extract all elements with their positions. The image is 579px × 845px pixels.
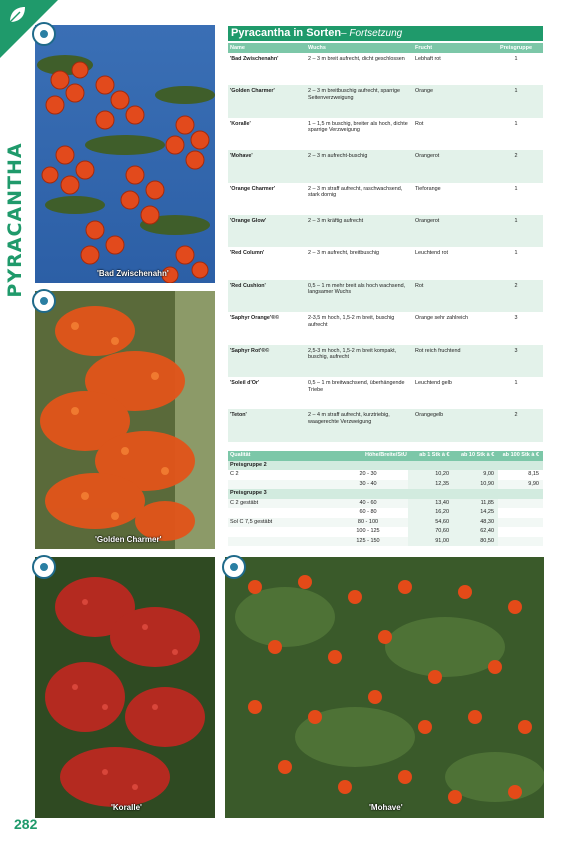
caption-koralle: 'Koralle' [111,803,142,812]
table-row [228,409,543,441]
price-row [228,508,543,518]
variety-growth: 1 – 1,5 m buschig, breiter als hoch, dichte sparrige Verzweigung [308,120,408,134]
variety-name: 'Teton' [230,412,247,419]
variety-fruit: Tieforange [415,185,441,192]
price-from-1: 16,20 [408,508,453,518]
table-row [228,345,543,377]
variety-growth: 2-3,5 m hoch, 1,5-2 m breit, buschig aufrecht [308,315,395,328]
varieties-table [228,43,543,442]
price-from-10: 62,40 [453,527,498,537]
section-title: Pyracantha in Sorten [231,27,342,39]
price-row [228,499,543,509]
caption-mohave: 'Mohave' [369,803,403,812]
price-size: 125 - 150 [356,537,380,544]
side-title: PYRACANTHA [4,142,26,298]
col-growth: Wuchs [308,45,326,51]
price-size: 30 - 40 [359,480,377,487]
price-from-100 [498,527,543,537]
variety-price-group: 3 [514,347,518,354]
table-row [228,183,543,215]
variety-name: 'Golden Charmer' [230,88,275,95]
photo-bad-zwischenahn [35,25,215,283]
price-from-100: 8,15 [528,471,539,477]
variety-price-group: 3 [514,315,518,322]
price-row [228,470,543,480]
price-from-100 [498,499,543,509]
caption-bad-zwischenahn: 'Bad Zwischenahn' [97,269,169,278]
photo-koralle [35,557,215,818]
variety-price-group: 2 [514,412,518,419]
quality-seal-icon [32,555,56,579]
variety-growth: 2 – 3 m kräftig aufrecht [308,217,364,224]
table-row [228,85,543,117]
table-row [228,118,543,150]
variety-fruit: Orange [415,88,433,95]
price-table [228,451,543,546]
variety-growth: 2 – 3 m breit aufrecht, dicht geschlossen [308,56,405,62]
price-from-10: 14,25 [453,508,498,518]
table-row [228,53,543,85]
price-size: 60 - 80 [359,509,377,515]
variety-price-group: 1 [514,379,518,386]
price-quality: C 2 [230,471,239,477]
quality-seal-icon [32,22,56,46]
price-group-row [228,489,543,499]
variety-price-group: 1 [514,120,518,127]
variety-growth: 0,5 – 1 m mehr breit als hoch wachsend, langsamer Wuchs [308,282,406,296]
section-subtitle: – Fortsetzung [341,28,403,39]
table-row [228,215,543,247]
variety-growth: 2 – 3 m breitbuschig aufrecht, sparrige Seitenverzweigung [308,88,400,101]
variety-name: 'Mohave' [230,153,253,160]
variety-fruit: Leuchtend rot [415,250,448,257]
variety-price-group: 1 [514,185,518,192]
quality-seal-icon [32,289,56,313]
price-from-100 [498,518,543,528]
price-row [228,537,543,547]
price-from-1: 91,00 [408,537,453,547]
variety-name: 'Orange Charmer' [230,185,276,192]
price-from-1: 13,40 [408,499,453,509]
price-from-1: 70,60 [408,527,453,537]
variety-fruit: Orangerot [415,153,440,160]
price-from-10: 9,00 [453,470,498,480]
price-from-10: 80,50 [453,537,498,547]
price-size: 40 - 60 [359,499,377,506]
price-from-1: 10,20 [408,470,453,480]
price-table-header [228,451,543,461]
variety-name: 'Saphyr Orange'®© [230,315,280,322]
variety-price-group: 1 [514,217,518,224]
price-from-100 [498,508,543,518]
price-from-10: 48,30 [453,518,498,528]
variety-fruit: Rot [415,282,424,289]
table-row [228,150,543,182]
variety-fruit: Rot [415,120,424,127]
variety-price-group: 1 [514,56,518,62]
col-size: Höhe/Breite/StU [364,452,407,458]
variety-growth: 2 – 4 m straff aufrecht, kurztriebig, waagerechte Verzweigung [308,412,390,425]
variety-growth: 2 – 3 m straff aufrecht, raschwachsend, stark dornig [308,185,403,199]
price-quality [228,537,328,547]
price-row [228,480,543,490]
col-fruit: Frucht [415,45,433,51]
photo-mohave [225,557,544,818]
price-size: 100 - 125 [356,528,380,534]
variety-price-group: 2 [514,282,518,289]
price-from-10: 11,85 [453,499,498,509]
variety-name: 'Soleil d'Or' [230,379,260,386]
price-row [228,518,543,528]
variety-price-group: 2 [514,153,518,160]
variety-fruit: Orange sehr zahlreich [415,315,469,322]
table-row [228,377,543,409]
price-size: 80 - 100 [357,518,379,525]
price-group-label: Preisgruppe 2 [230,461,267,468]
variety-growth: 0,5 – 1 m breitwachsend, überhängende Triebe [308,379,405,393]
variety-fruit: Lebhaft rot [415,56,441,62]
price-from-100: 9,90 [528,480,539,487]
variety-name: 'Bad Zwischenahn' [230,56,279,62]
price-from-1: 54,60 [408,518,453,528]
variety-growth: 2,5-3 m hoch, 1,5-2 m breit kompakt, buschig, aufrecht [308,347,397,361]
variety-price-group: 1 [514,250,518,257]
variety-fruit: Rot reich fruchtend [415,347,461,354]
price-quality [228,527,328,537]
variety-name: 'Orange Glow' [230,217,267,224]
price-row [228,527,543,537]
col-price-group: Preisgruppe [499,45,533,51]
price-group-label: Preisgruppe 3 [230,490,267,496]
price-quality [228,508,328,518]
variety-name: 'Red Column' [230,250,265,257]
table-row [228,312,543,344]
price-from-1: 12,35 [408,480,453,490]
price-group-row [228,461,543,471]
col-price-1: ab 1 Stk à € [419,452,450,458]
col-quality: Qualität [230,452,251,458]
col-price-10: ab 10 Stk à € [460,452,495,458]
variety-fruit: Orangegelb [415,412,444,419]
variety-growth: 2 – 3 m aufrecht, breitbuschig [308,250,380,257]
variety-fruit: Orangerot [415,217,440,224]
variety-name: 'Red Cushion' [230,282,266,289]
variety-growth: 2 – 3 m aufrecht-buschig [308,153,368,160]
price-from-100 [498,537,543,547]
variety-name: 'Saphyr Rot'®© [230,347,270,354]
variety-name: 'Koralle' [230,120,251,127]
variety-fruit: Leuchtend gelb [415,379,452,386]
price-size: 20 - 30 [359,471,377,477]
price-quality: Sol C 7,5 gestäbt [230,518,273,525]
quality-seal-icon [222,555,246,579]
price-from-10: 10,90 [453,480,498,490]
varieties-table-header [228,43,543,53]
col-price-100: ab 100 Stk à € [502,452,540,458]
page-number: 282 [14,816,38,832]
leaf-icon [6,4,28,26]
table-row [228,280,543,312]
variety-price-group: 1 [514,88,518,95]
price-quality: C 2 gestäbt [230,499,259,506]
section-header [228,26,543,41]
col-name: Name [230,45,245,51]
caption-golden-charmer: 'Golden Charmer' [95,535,162,544]
photo-golden-charmer [35,291,215,549]
table-row [228,247,543,279]
price-quality [228,480,328,490]
